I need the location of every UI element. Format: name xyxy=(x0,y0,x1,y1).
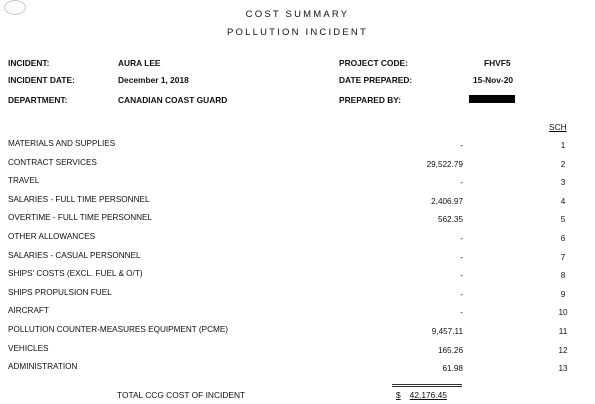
cost-row-sch: 11 xyxy=(558,326,568,336)
cost-row-amount: - xyxy=(460,271,463,281)
cost-row-amount: 562.35 xyxy=(437,215,463,225)
cost-row-amount: - xyxy=(460,233,463,243)
cost-row-sch: 2 xyxy=(560,159,566,169)
date-prepared-label: DATE PREPARED: xyxy=(339,75,413,85)
cost-row-label: MATERIALS AND SUPPLIES xyxy=(8,139,116,148)
cost-row xyxy=(0,288,595,307)
cost-row-label: SHIPS PROPULSION FUEL xyxy=(8,287,112,297)
cost-row-sch: 7 xyxy=(560,252,566,262)
cost-row-label: TRAVEL xyxy=(8,176,40,186)
cost-row-sch: 3 xyxy=(560,178,566,188)
cost-row-label: SALARIES - FULL TIME PERSONNEL xyxy=(8,194,150,204)
cost-row-sch: 5 xyxy=(560,215,566,225)
cost-row-sch: 6 xyxy=(560,233,566,243)
cost-row xyxy=(0,269,595,288)
cost-row-amount: 2,406.97 xyxy=(431,196,463,206)
cost-row-sch: 9 xyxy=(560,289,566,299)
cost-row-label: AIRCRAFT xyxy=(8,306,49,316)
cost-row-amount: 29,522.79 xyxy=(426,159,463,169)
cost-row xyxy=(0,195,595,214)
cost-row-label: POLLUTION COUNTER-MEASURES EQUIPMENT (PCME) xyxy=(8,324,229,334)
incident-date-label: INCIDENT DATE: xyxy=(8,75,75,85)
cost-row xyxy=(0,306,595,325)
cost-row-sch: 8 xyxy=(560,271,566,281)
cost-row xyxy=(0,251,595,270)
cost-row xyxy=(0,362,595,381)
cost-table xyxy=(0,139,595,381)
cost-row-amount: - xyxy=(460,178,463,188)
cost-row-sch: 10 xyxy=(558,308,568,318)
project-code-value: FHVF5 xyxy=(484,58,511,68)
cost-row-amount: 9,457.11 xyxy=(431,326,463,336)
project-code-label: PROJECT CODE: xyxy=(339,58,408,68)
prepared-by-label: PREPARED BY: xyxy=(339,95,402,105)
document-subtitle: POLLUTION INCIDENT xyxy=(227,27,368,38)
cost-row-amount: - xyxy=(460,252,463,262)
cost-row-amount: - xyxy=(460,308,463,318)
cost-row-label: ADMINISTRATION xyxy=(8,362,78,372)
cost-row-sch: 4 xyxy=(560,196,566,206)
incident-value: AURA LEE xyxy=(118,58,161,68)
total-rule-top-double xyxy=(392,386,462,387)
cost-row-sch: 1 xyxy=(560,141,566,150)
redacted-name-bar xyxy=(469,95,515,103)
cost-row-amount: - xyxy=(460,141,463,150)
document-title: COST SUMMARY xyxy=(245,9,350,20)
cost-row-label: OTHER ALLOWANCES xyxy=(8,231,96,241)
cost-row xyxy=(0,176,595,195)
cost-row-label: VEHICLES xyxy=(8,343,49,353)
cost-row-amount: 165.26 xyxy=(437,345,463,355)
cost-row xyxy=(0,344,595,363)
department-label: DEPARTMENT: xyxy=(8,95,68,105)
date-prepared-value: 15-Nov-20 xyxy=(473,75,514,85)
cost-row xyxy=(0,325,595,344)
total-label: TOTAL CCG COST OF INCIDENT xyxy=(117,390,246,400)
cost-row xyxy=(0,139,595,158)
total-rule-top xyxy=(392,384,462,385)
cost-row xyxy=(0,158,595,177)
total-amount: 42,176.45 xyxy=(409,390,447,400)
total-currency: $ xyxy=(396,390,401,400)
cost-row xyxy=(0,213,595,232)
cost-row-amount: - xyxy=(460,289,463,299)
sch-column-header: SCH xyxy=(549,122,567,132)
cost-row-label: OVERTIME - FULL TIME PERSONNEL xyxy=(8,213,153,223)
incident-label: INCIDENT: xyxy=(8,58,50,68)
total-value xyxy=(396,390,447,400)
cost-row xyxy=(0,232,595,251)
cost-row-amount: 61.98 xyxy=(442,364,463,374)
cost-row-sch: 12 xyxy=(558,345,568,355)
incident-date-value: December 1, 2018 xyxy=(118,75,189,85)
department-value: CANADIAN COAST GUARD xyxy=(118,95,228,105)
cost-row-sch: 13 xyxy=(558,364,568,374)
cost-row-label: SHIPS' COSTS (EXCL. FUEL & O/T) xyxy=(8,269,143,279)
cost-row-label: SALARIES - CASUAL PERSONNEL xyxy=(8,250,141,260)
cost-row-label: CONTRACT SERVICES xyxy=(8,157,97,167)
